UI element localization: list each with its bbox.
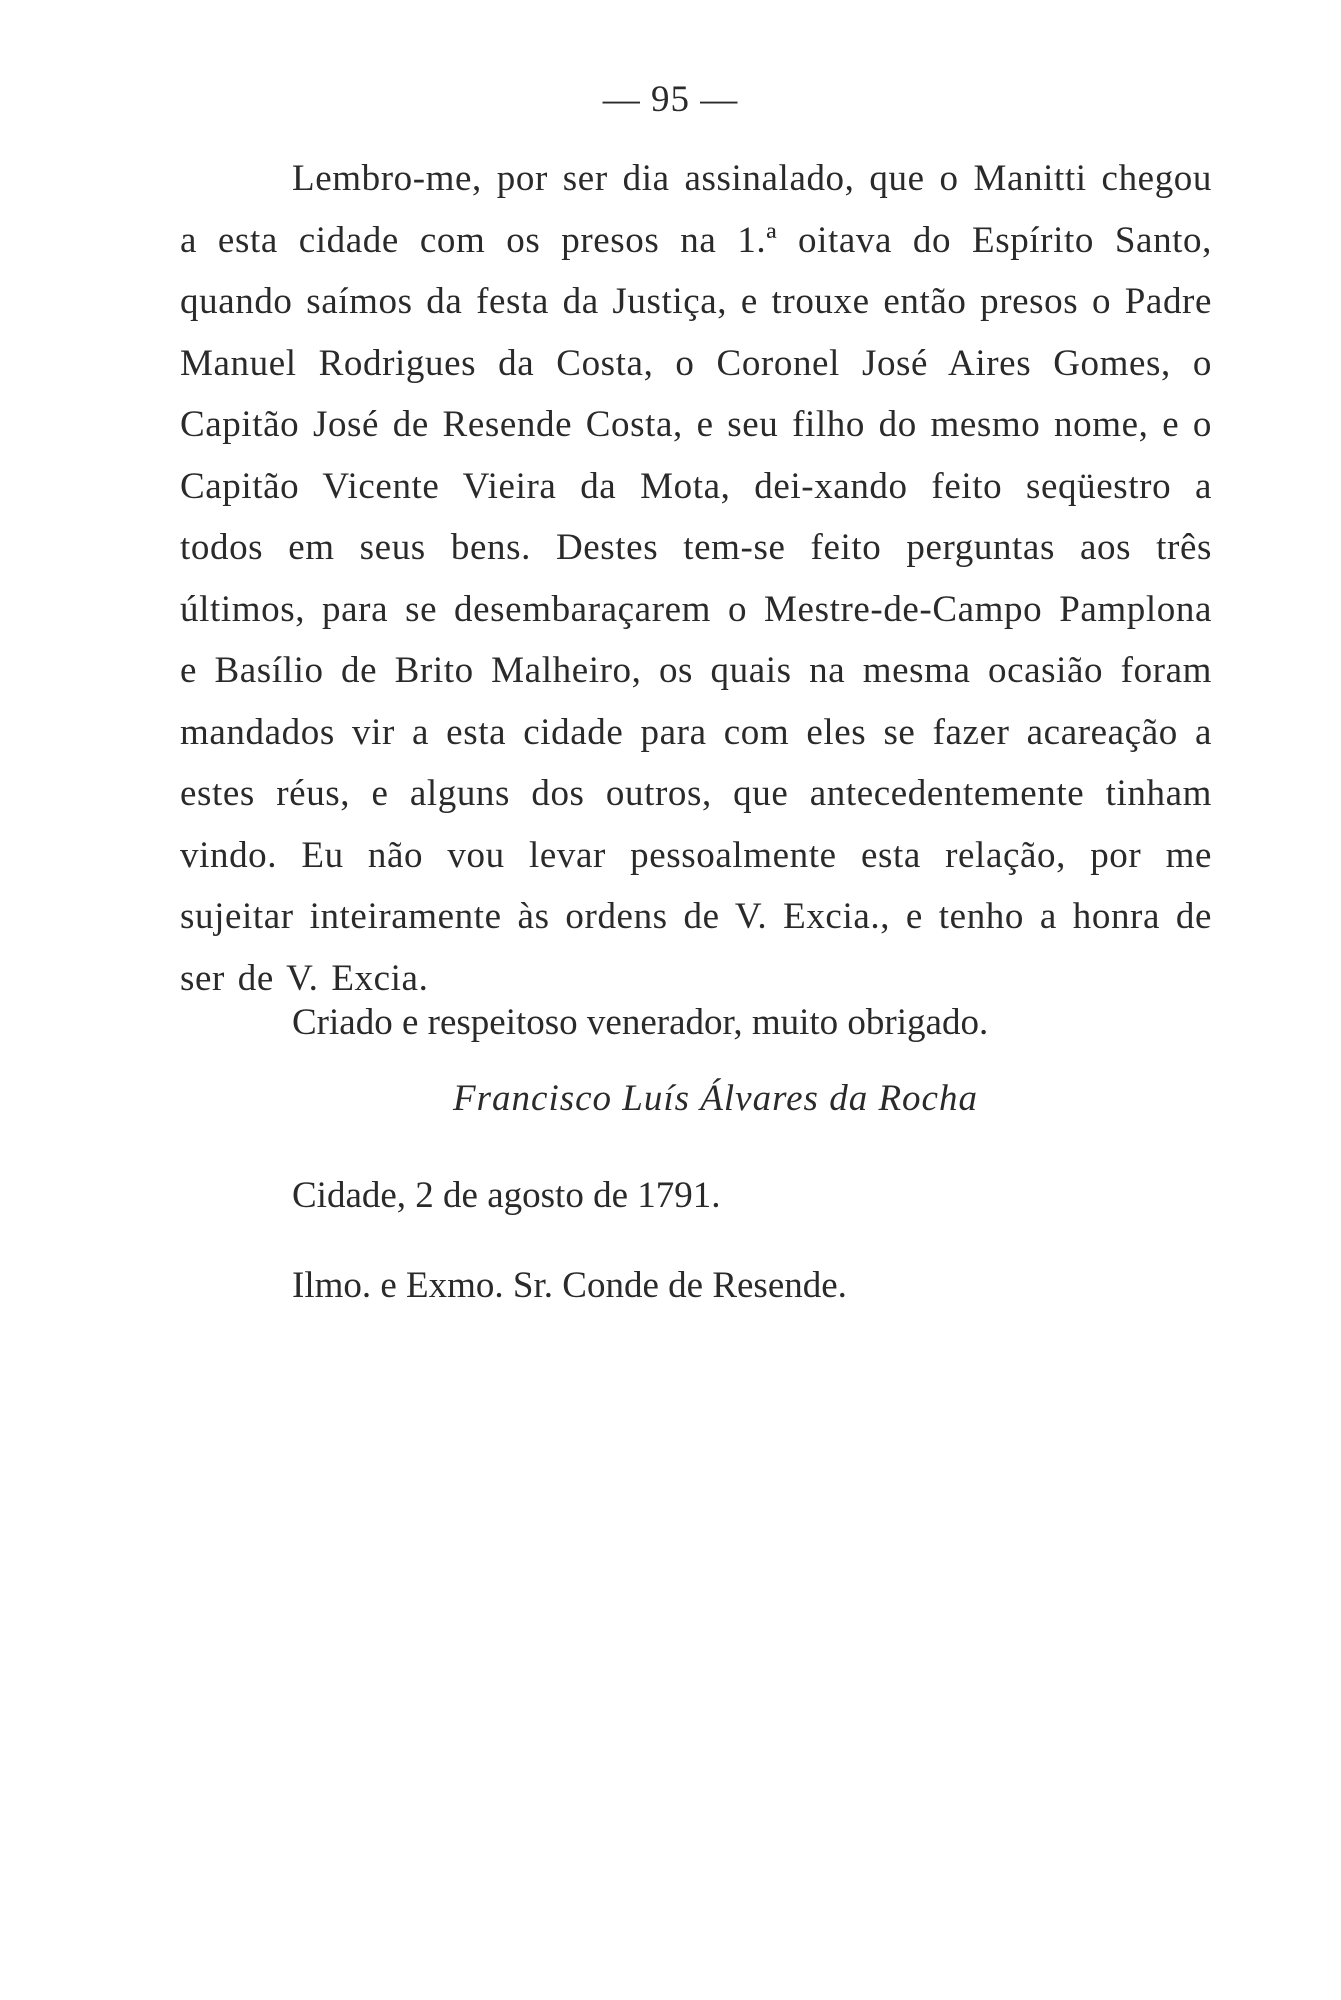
letter-date: Cidade, 2 de agosto de 1791. — [292, 1175, 721, 1216]
letter-body-paragraph: Lembro-me, por ser dia assinalado, que o Manitti chegou a esta cidade com os presos na 1.ª oitava do Espírito Santo, quando saímos da festa da Justiça, e trouxe então presos o Padre Manuel Rodrigues da Costa, o Coronel José Aires Gomes, o Capitão José de Resende Costa, e seu filho do mesmo nome, e o Capitão Vicente Vieira da Mota, dei-xando feito seqüestro a todos em seus bens. Destes tem-se feito perguntas aos três últimos, para se desembaraçarem o Mestre-de-Campo Pamplona e Basílio de Brito Malheiro, os quais na mesma ocasião foram mandados vir a esta cidade para com eles se fazer acareação a estes réus, e alguns dos outros, que antecedentemente tinham vindo. Eu não vou levar pessoalmente esta relação, por me sujeitar inteiramente às ordens de V. Excia., e tenho a honra de ser de V. Excia. — [180, 158, 1212, 999]
letter-signature: Francisco Luís Álvares da Rocha — [453, 1078, 978, 1119]
letter-addressee: Ilmo. e Exmo. Sr. Conde de Resende. — [292, 1265, 847, 1306]
page-number: — 95 — — [602, 79, 739, 120]
letter-closing: Criado e respeitoso venerador, muito obrigado. — [292, 1002, 989, 1043]
